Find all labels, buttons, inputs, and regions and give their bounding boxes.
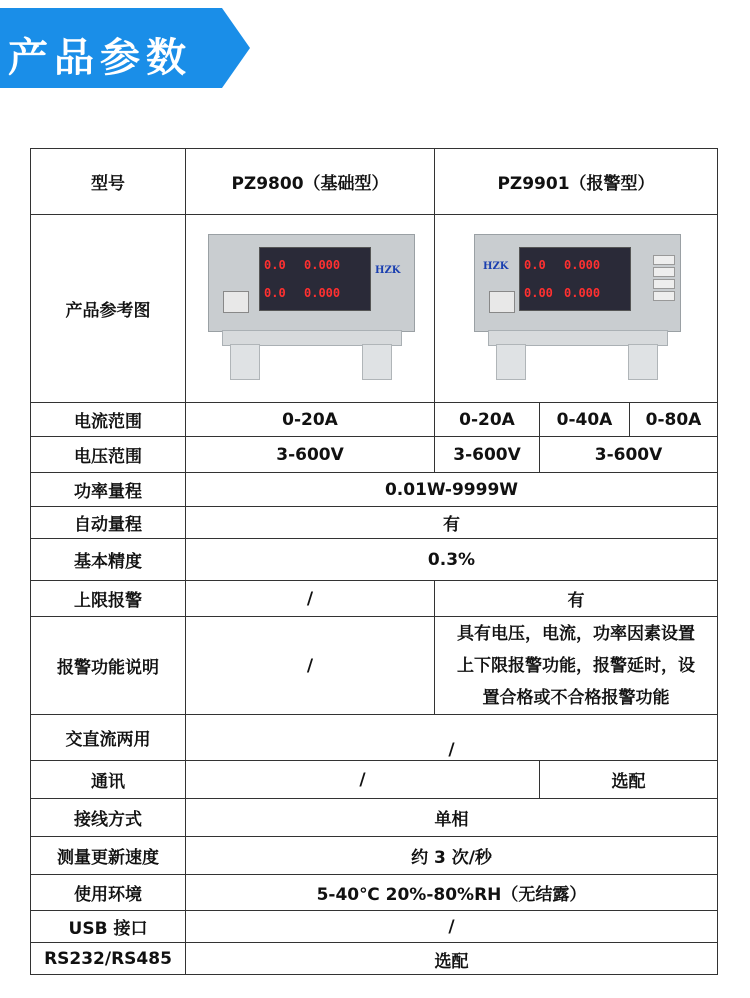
alarm-desc-line: 具有电压，电流，功率因素设置 bbox=[457, 623, 695, 644]
seg-readout: 0.0 bbox=[524, 257, 546, 272]
meter-image-b bbox=[466, 234, 686, 384]
speed-value: 约 3 次/秒 bbox=[186, 837, 718, 875]
seg-readout: 0.0 bbox=[264, 257, 286, 272]
row-wiring bbox=[31, 799, 718, 837]
alarm-desc-a: / bbox=[186, 617, 435, 715]
label-autorange: 自动量程 bbox=[31, 507, 186, 539]
seg-readout: 0.000 bbox=[564, 285, 601, 300]
row-accuracy bbox=[31, 539, 718, 581]
seg-readout: 0.0 bbox=[264, 285, 286, 300]
picture-b bbox=[435, 215, 718, 403]
rs-value: 选配 bbox=[186, 943, 718, 975]
row-acdc bbox=[31, 715, 718, 761]
header-banner bbox=[0, 8, 250, 88]
label-alarm-desc: 报警功能说明 bbox=[31, 617, 186, 715]
label-rs: RS232/RS485 bbox=[31, 943, 186, 975]
label-upper-alarm: 上限报警 bbox=[31, 581, 186, 617]
comm-a: / bbox=[186, 761, 540, 799]
label-env: 使用环境 bbox=[31, 875, 186, 911]
seg-readout: 0.000 bbox=[564, 257, 601, 272]
model-a: PZ9800（基础型） bbox=[186, 149, 435, 215]
current-b1: 0-20A bbox=[435, 403, 540, 437]
label-speed: 测量更新速度 bbox=[31, 837, 186, 875]
voltage-a: 3-600V bbox=[186, 437, 435, 473]
env-value: 5-40℃ 20%-80%RH（无结露） bbox=[186, 875, 718, 911]
autorange-value: 有 bbox=[186, 507, 718, 539]
picture-a bbox=[186, 215, 435, 403]
meter-leg bbox=[628, 344, 658, 380]
row-voltage bbox=[31, 437, 718, 473]
current-b2: 0-40A bbox=[540, 403, 630, 437]
label-wiring: 接线方式 bbox=[31, 799, 186, 837]
alarm-desc-line: 上下限报警功能，报警延时，设 bbox=[457, 655, 695, 676]
meter-leg bbox=[362, 344, 392, 380]
accuracy-value: 0.3% bbox=[186, 539, 718, 581]
power-switch-icon bbox=[489, 291, 515, 313]
label-accuracy: 基本精度 bbox=[31, 539, 186, 581]
wiring-value: 单相 bbox=[186, 799, 718, 837]
alarm-desc-line: 置合格或不合格报警功能 bbox=[482, 687, 670, 708]
label-model: 型号 bbox=[31, 149, 186, 215]
meter-panel bbox=[474, 234, 681, 332]
label-usb: USB 接口 bbox=[31, 911, 186, 943]
power-value: 0.01W-9999W bbox=[186, 473, 718, 507]
alarm-desc-b bbox=[435, 617, 718, 715]
meter-display bbox=[259, 247, 371, 311]
seg-readout: 0.00 bbox=[524, 285, 553, 300]
row-comm bbox=[31, 761, 718, 799]
upper-alarm-b: 有 bbox=[435, 581, 718, 617]
seg-readout: 0.000 bbox=[304, 285, 341, 300]
usb-value: / bbox=[186, 911, 718, 943]
label-voltage: 电压范围 bbox=[31, 437, 186, 473]
row-power bbox=[31, 473, 718, 507]
comm-b: 选配 bbox=[540, 761, 718, 799]
row-model bbox=[31, 149, 718, 215]
row-autorange bbox=[31, 507, 718, 539]
meter-image-a bbox=[200, 234, 420, 384]
model-b: PZ9901（报警型） bbox=[435, 149, 718, 215]
current-a: 0-20A bbox=[186, 403, 435, 437]
row-speed bbox=[31, 837, 718, 875]
label-comm: 通讯 bbox=[31, 761, 186, 799]
row-env bbox=[31, 875, 718, 911]
alarm-buttons-icon bbox=[653, 253, 675, 297]
meter-leg bbox=[496, 344, 526, 380]
brand-logo: HZK bbox=[483, 260, 509, 272]
page-title: 产品参数 bbox=[8, 35, 192, 81]
row-current bbox=[31, 403, 718, 437]
upper-alarm-a: / bbox=[186, 581, 435, 617]
label-current: 电流范围 bbox=[31, 403, 186, 437]
acdc-value: / bbox=[186, 715, 718, 761]
voltage-b2: 3-600V bbox=[540, 437, 718, 473]
row-alarm-desc bbox=[31, 617, 718, 715]
brand-logo: HZK bbox=[375, 264, 401, 276]
row-usb bbox=[31, 911, 718, 943]
meter-panel bbox=[208, 234, 415, 332]
row-rs bbox=[31, 943, 718, 975]
meter-leg bbox=[230, 344, 260, 380]
voltage-b1: 3-600V bbox=[435, 437, 540, 473]
seg-readout: 0.000 bbox=[304, 257, 341, 272]
spec-table bbox=[30, 148, 718, 975]
row-upper-alarm bbox=[31, 581, 718, 617]
label-picture: 产品参考图 bbox=[31, 215, 186, 403]
row-picture bbox=[31, 215, 718, 403]
power-switch-icon bbox=[223, 291, 249, 313]
label-acdc: 交直流两用 bbox=[31, 715, 186, 761]
current-b3: 0-80A bbox=[630, 403, 718, 437]
label-power: 功率量程 bbox=[31, 473, 186, 507]
meter-display bbox=[519, 247, 631, 311]
